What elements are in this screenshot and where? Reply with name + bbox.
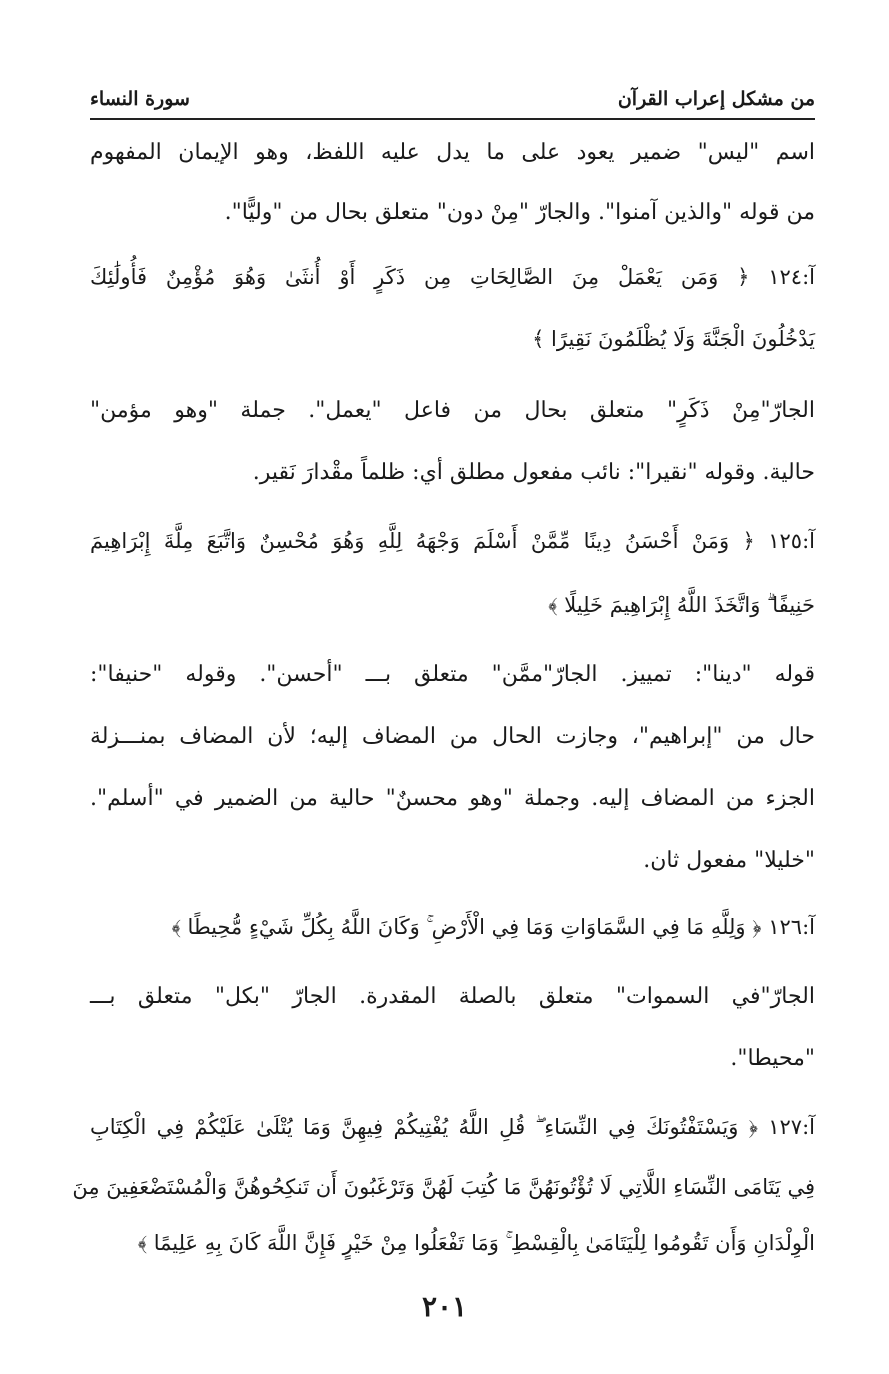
- text-line: حال من "إبراهيم"، وجازت الحال من المضاف إليه؛ لأن المضاف بمنـــزلة: [90, 724, 815, 749]
- book-title: من مشكل إعراب القرآن: [617, 88, 815, 110]
- running-header: [90, 82, 815, 114]
- text-line: الجارّ"مِنْ ذَكَرٍ" متعلق بحال من فاعل "يعمل". جملة "وهو مؤمن": [90, 398, 815, 423]
- verse-line: حَنِيفًا ۗ وَاتَّخَذَ اللَّهُ إِبْرَاهِيمَ خَلِيلًا ﴾: [548, 593, 815, 617]
- verse-line: آ:١٢٧ ﴿ وَيَسْتَفْتُونَكَ فِي النِّسَاءِ ۖ قُلِ اللَّهُ يُفْتِيكُمْ فِيهِنَّ وَمَا يُتْلَىٰ عَلَيْكُمْ فِي الْكِتَابِ: [90, 1115, 815, 1139]
- verse-line: يَدْخُلُونَ الْجَنَّةَ وَلَا يُظْلَمُونَ نَقِيرًا ﴾: [532, 327, 815, 351]
- verse-line: فِي يَتَامَى النِّسَاءِ اللَّاتِي لَا تُؤْتُونَهُنَّ مَا كُتِبَ لَهُنَّ وَتَرْغَبُونَ أَن تَنكِحُوهُنَّ وَالْمُسْتَضْعَفِينَ مِنَ: [72, 1175, 815, 1199]
- text-line: من قوله "والذين آمنوا". والجارّ "مِنْ دون" متعلق بحال من "وليًّا".: [224, 200, 815, 225]
- verse-line: آ:١٢٦ ﴿ وَلِلَّهِ مَا فِي السَّمَاوَاتِ وَمَا فِي الْأَرْضِ ۚ وَكَانَ اللَّهُ بِكُلِّ شَيْءٍ مُّحِيطًا ﴾: [171, 915, 815, 939]
- text-line: "محيطا".: [730, 1046, 815, 1071]
- page-number: ٢٠١: [421, 1290, 468, 1323]
- text-line: اسم "ليس" ضمير يعود على ما يدل عليه اللفظ، وهو الإيمان المفهوم: [90, 140, 815, 165]
- text-line: الجزء من المضاف إليه. وجملة "وهو محسنٌ" حالية من الضمير في "أسلم".: [90, 786, 815, 811]
- text-line: قوله "دينا": تمييز. الجارّ"ممَّن" متعلق بـــ "أحسن". وقوله "حنيفا":: [90, 662, 815, 687]
- verse-line: الْوِلْدَانِ وَأَن تَقُومُوا لِلْيَتَامَىٰ بِالْقِسْطِ ۚ وَمَا تَفْعَلُوا مِنْ خَيْرٍ فَإِنَّ اللَّهَ كَانَ بِهِ عَلِيمًا ﴾: [137, 1231, 815, 1255]
- verse-line: آ:١٢٤ ﴿ وَمَن يَعْمَلْ مِنَ الصَّالِحَاتِ مِن ذَكَرٍ أَوْ أُنثَىٰ وَهُوَ مُؤْمِنٌ فَأُولَٰئِكَ: [90, 265, 815, 289]
- text-line: حالية. وقوله "نقيرا": نائب مفعول مطلق أي: ظلماً مقْدارَ نَقير.: [252, 460, 815, 485]
- text-line: الجارّ"في السموات" متعلق بالصلة المقدرة. الجارّ "بكل" متعلق بـــ: [90, 984, 815, 1009]
- verse-line: آ:١٢٥ ﴿ وَمَنْ أَحْسَنُ دِينًا مِّمَّنْ أَسْلَمَ وَجْهَهُ لِلَّهِ وَهُوَ مُحْسِنٌ وَاتَّبَعَ مِلَّةَ إِبْرَاهِيمَ: [90, 529, 815, 553]
- surah-name: سورة النساء: [90, 88, 190, 110]
- header-rule: [90, 118, 815, 120]
- text-line: "خليلا" مفعول ثان.: [643, 848, 815, 873]
